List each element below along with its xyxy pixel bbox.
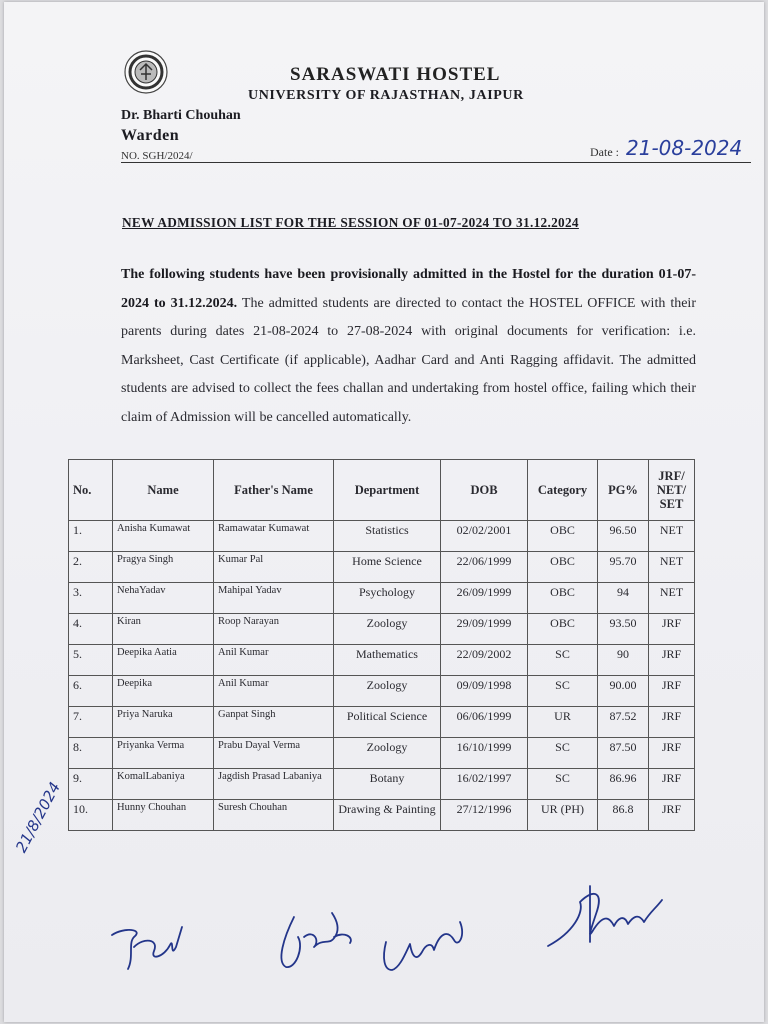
cell-qualification: JRF [649, 614, 695, 645]
col-header-dob: DOB [441, 460, 528, 521]
cell-pg-percent: 87.52 [598, 707, 649, 738]
cell-row-no: 1. [69, 521, 113, 552]
cell-row-no: 7. [69, 707, 113, 738]
cell-dob: 26/09/1999 [441, 583, 528, 614]
cell-dob: 22/06/1999 [441, 552, 528, 583]
cell-qualification: NET [649, 583, 695, 614]
cell-father-name: Jagdish Prasad Labaniya [214, 769, 334, 800]
cell-pg-percent: 94 [598, 583, 649, 614]
cell-category: OBC [528, 614, 598, 645]
cell-dob: 27/12/1996 [441, 800, 528, 831]
cell-student-name: Anisha Kumawat [113, 521, 214, 552]
cell-department: Drawing & Painting [334, 800, 441, 831]
cell-student-name: NehaYadav [113, 583, 214, 614]
cell-row-no: 2. [69, 552, 113, 583]
cell-pg-percent: 86.96 [598, 769, 649, 800]
cell-row-no: 4. [69, 614, 113, 645]
cell-department: Mathematics [334, 645, 441, 676]
cell-category: UR (PH) [528, 800, 598, 831]
cell-department: Zoology [334, 614, 441, 645]
admission-table [68, 459, 695, 831]
cell-pg-percent: 87.50 [598, 738, 649, 769]
cell-father-name: Mahipal Yadav [214, 583, 334, 614]
table-row [69, 676, 695, 707]
document-heading: NEW ADMISSION LIST FOR THE SESSION OF 01-07-2024 TO 31.12.2024 [122, 215, 579, 230]
document-page [4, 2, 764, 1022]
cell-student-name: Priya Naruka [113, 707, 214, 738]
cell-qualification: JRF [649, 738, 695, 769]
cell-father-name: Ganpat Singh [214, 707, 334, 738]
table-row [69, 614, 695, 645]
cell-row-no: 9. [69, 769, 113, 800]
table-row [69, 645, 695, 676]
cell-category: SC [528, 645, 598, 676]
notice-body-text: The admitted students are directed to contact the HOSTEL OFFICE with their parents during dates 21-08-2024 to 27-08-2024 with original documents for verification: i.e. Marksheet, Cast Certificate (if applicable), Aadhar Card and Anti Ragging affidavit. The admitted students are advised to collect the fees challan and undertaking from hostel office, failing which their claim of Admission will be cancelled automatically. [121, 295, 696, 425]
cell-father-name: Anil Kumar [214, 645, 334, 676]
cell-dob: 09/09/1998 [441, 676, 528, 707]
col-header-pg: PG% [598, 460, 649, 521]
col-header-jrf: JRF/ NET/ SET [649, 460, 695, 521]
cell-department: Home Science [334, 552, 441, 583]
table-row [69, 769, 695, 800]
hostel-name: SARASWATI HOSTEL [290, 64, 501, 85]
col-header-name: Name [113, 460, 214, 521]
cell-dob: 22/09/2002 [441, 645, 528, 676]
signature-3 [376, 912, 476, 977]
cell-father-name: Suresh Chouhan [214, 800, 334, 831]
col-header-department: Department [334, 460, 441, 521]
cell-row-no: 6. [69, 676, 113, 707]
table-row [69, 707, 695, 738]
cell-category: SC [528, 738, 598, 769]
cell-student-name: Deepika Aatia [113, 645, 214, 676]
col-header-category: Category [528, 460, 598, 521]
cell-pg-percent: 95.70 [598, 552, 649, 583]
cell-department: Political Science [334, 707, 441, 738]
cell-student-name: Hunny Chouhan [113, 800, 214, 831]
cell-qualification: NET [649, 552, 695, 583]
university-seal-icon [124, 50, 168, 94]
cell-dob: 16/02/1997 [441, 769, 528, 800]
cell-department: Psychology [334, 583, 441, 614]
header-divider [121, 162, 751, 163]
table-row [69, 738, 695, 769]
table-row [69, 800, 695, 831]
table-row [69, 552, 695, 583]
cell-father-name: Prabu Dayal Verma [214, 738, 334, 769]
cell-father-name: Roop Narayan [214, 614, 334, 645]
cell-qualification: JRF [649, 676, 695, 707]
cell-qualification: JRF [649, 707, 695, 738]
cell-category: SC [528, 676, 598, 707]
cell-pg-percent: 93.50 [598, 614, 649, 645]
table-header-row [69, 460, 695, 521]
warden-name: Dr. Bharti Chouhan [121, 108, 241, 123]
cell-dob: 06/06/1999 [441, 707, 528, 738]
table-row [69, 521, 695, 552]
cell-pg-percent: 90 [598, 645, 649, 676]
cell-qualification: JRF [649, 800, 695, 831]
signature-2 [274, 907, 364, 977]
cell-row-no: 8. [69, 738, 113, 769]
date-label: Date : [590, 145, 619, 159]
cell-qualification: JRF [649, 769, 695, 800]
cell-pg-percent: 90.00 [598, 676, 649, 707]
cell-row-no: 10. [69, 800, 113, 831]
cell-father-name: Ramawatar Kumawat [214, 521, 334, 552]
cell-department: Botany [334, 769, 441, 800]
cell-qualification: NET [649, 521, 695, 552]
cell-category: OBC [528, 583, 598, 614]
cell-department: Statistics [334, 521, 441, 552]
cell-father-name: Anil Kumar [214, 676, 334, 707]
reference-number: NO. SGH/2024/ [121, 150, 193, 162]
cell-dob: 16/10/1999 [441, 738, 528, 769]
cell-student-name: Deepika [113, 676, 214, 707]
date-value-handwritten: 21-08-2024 [626, 136, 743, 160]
signature-1 [104, 917, 214, 977]
cell-department: Zoology [334, 738, 441, 769]
warden-role: Warden [121, 127, 180, 144]
cell-category: OBC [528, 521, 598, 552]
university-name: UNIVERSITY OF RAJASTHAN, JAIPUR [248, 88, 524, 103]
cell-pg-percent: 86.8 [598, 800, 649, 831]
cell-qualification: JRF [649, 645, 695, 676]
cell-pg-percent: 96.50 [598, 521, 649, 552]
col-header-no: No. [69, 460, 113, 521]
cell-row-no: 5. [69, 645, 113, 676]
notice-bold-text: The following students have been provisionally admitted in the Hostel for the duration 01-07-2024 to 31.12.2024. [121, 267, 696, 311]
cell-student-name: Kiran [113, 614, 214, 645]
notice-paragraph [121, 261, 696, 433]
col-header-father: Father's Name [214, 460, 334, 521]
cell-category: UR [528, 707, 598, 738]
cell-row-no: 3. [69, 583, 113, 614]
cell-category: OBC [528, 552, 598, 583]
cell-father-name: Kumar Pal [214, 552, 334, 583]
cell-dob: 02/02/2001 [441, 521, 528, 552]
cell-category: SC [528, 769, 598, 800]
signature-4 [544, 882, 674, 952]
side-handwritten-note: 21/8/2024 [12, 779, 65, 856]
table-row [69, 583, 695, 614]
cell-student-name: Pragya Singh [113, 552, 214, 583]
cell-department: Zoology [334, 676, 441, 707]
cell-dob: 29/09/1999 [441, 614, 528, 645]
cell-student-name: Priyanka Verma [113, 738, 214, 769]
cell-student-name: KomalLabaniya [113, 769, 214, 800]
